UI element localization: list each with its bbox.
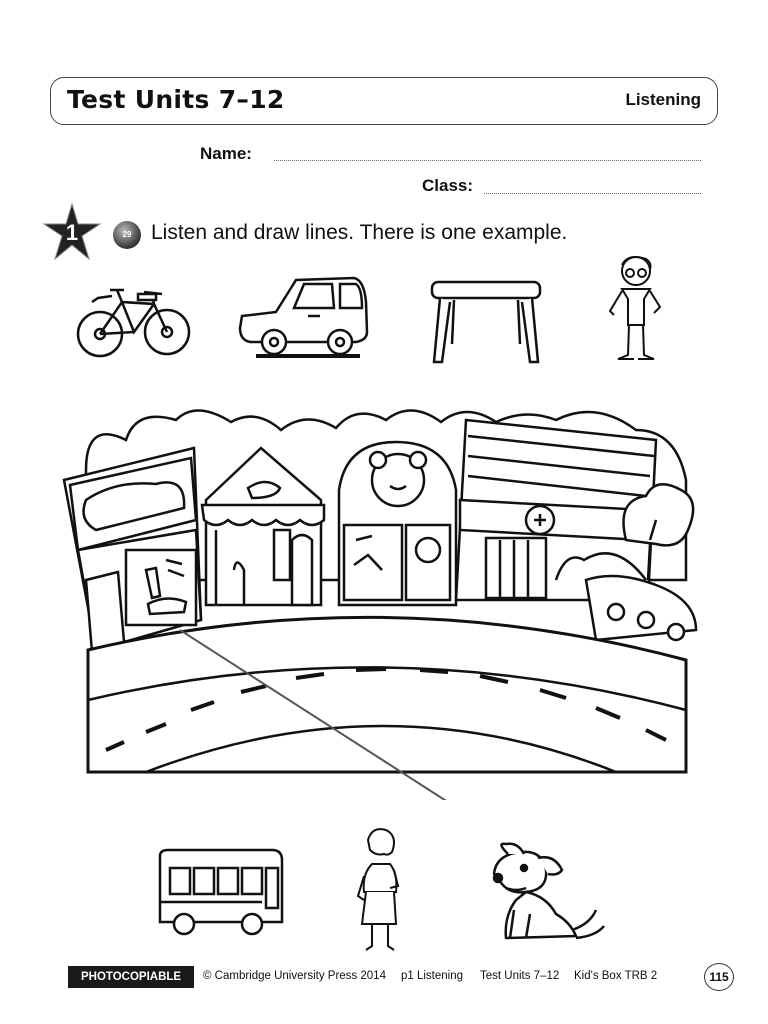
name-field[interactable] xyxy=(200,144,252,164)
copyright-text: © Cambridge University Press 2014 xyxy=(203,970,386,982)
header-box xyxy=(50,77,718,125)
name-line[interactable] xyxy=(274,160,701,161)
bike-icon xyxy=(72,272,196,364)
dog-icon xyxy=(486,840,612,948)
page-title: Test Units 7–12 xyxy=(67,85,285,114)
book-text: Kid's Box TRB 2 xyxy=(574,970,658,982)
woman-icon xyxy=(350,826,410,954)
table-icon xyxy=(424,272,548,368)
shoe-shop xyxy=(64,448,201,652)
section-label: Listening xyxy=(625,90,701,109)
instruction-text: Listen and draw lines. There is one example. xyxy=(151,221,568,244)
street-scene xyxy=(56,380,716,800)
bus-icon xyxy=(152,846,288,942)
road xyxy=(88,617,686,772)
page-ref-text: p1 Listening xyxy=(401,970,464,982)
boy-icon xyxy=(598,255,670,367)
car-icon xyxy=(236,272,370,360)
test-ref-text: Test Units 7–12 xyxy=(480,970,560,982)
class-label: Class: xyxy=(422,176,474,195)
exercise-number-star xyxy=(42,202,102,262)
page-number: 115 xyxy=(704,963,734,991)
exercise-number: 1 xyxy=(65,220,79,245)
class-field[interactable] xyxy=(422,176,473,196)
name-label: Name: xyxy=(200,144,252,163)
photocopiable-badge: PHOTOCOPIABLE xyxy=(68,966,194,988)
class-line[interactable] xyxy=(484,193,701,194)
toy-shop xyxy=(339,442,456,605)
audio-track-icon[interactable]: 29 xyxy=(113,221,141,249)
